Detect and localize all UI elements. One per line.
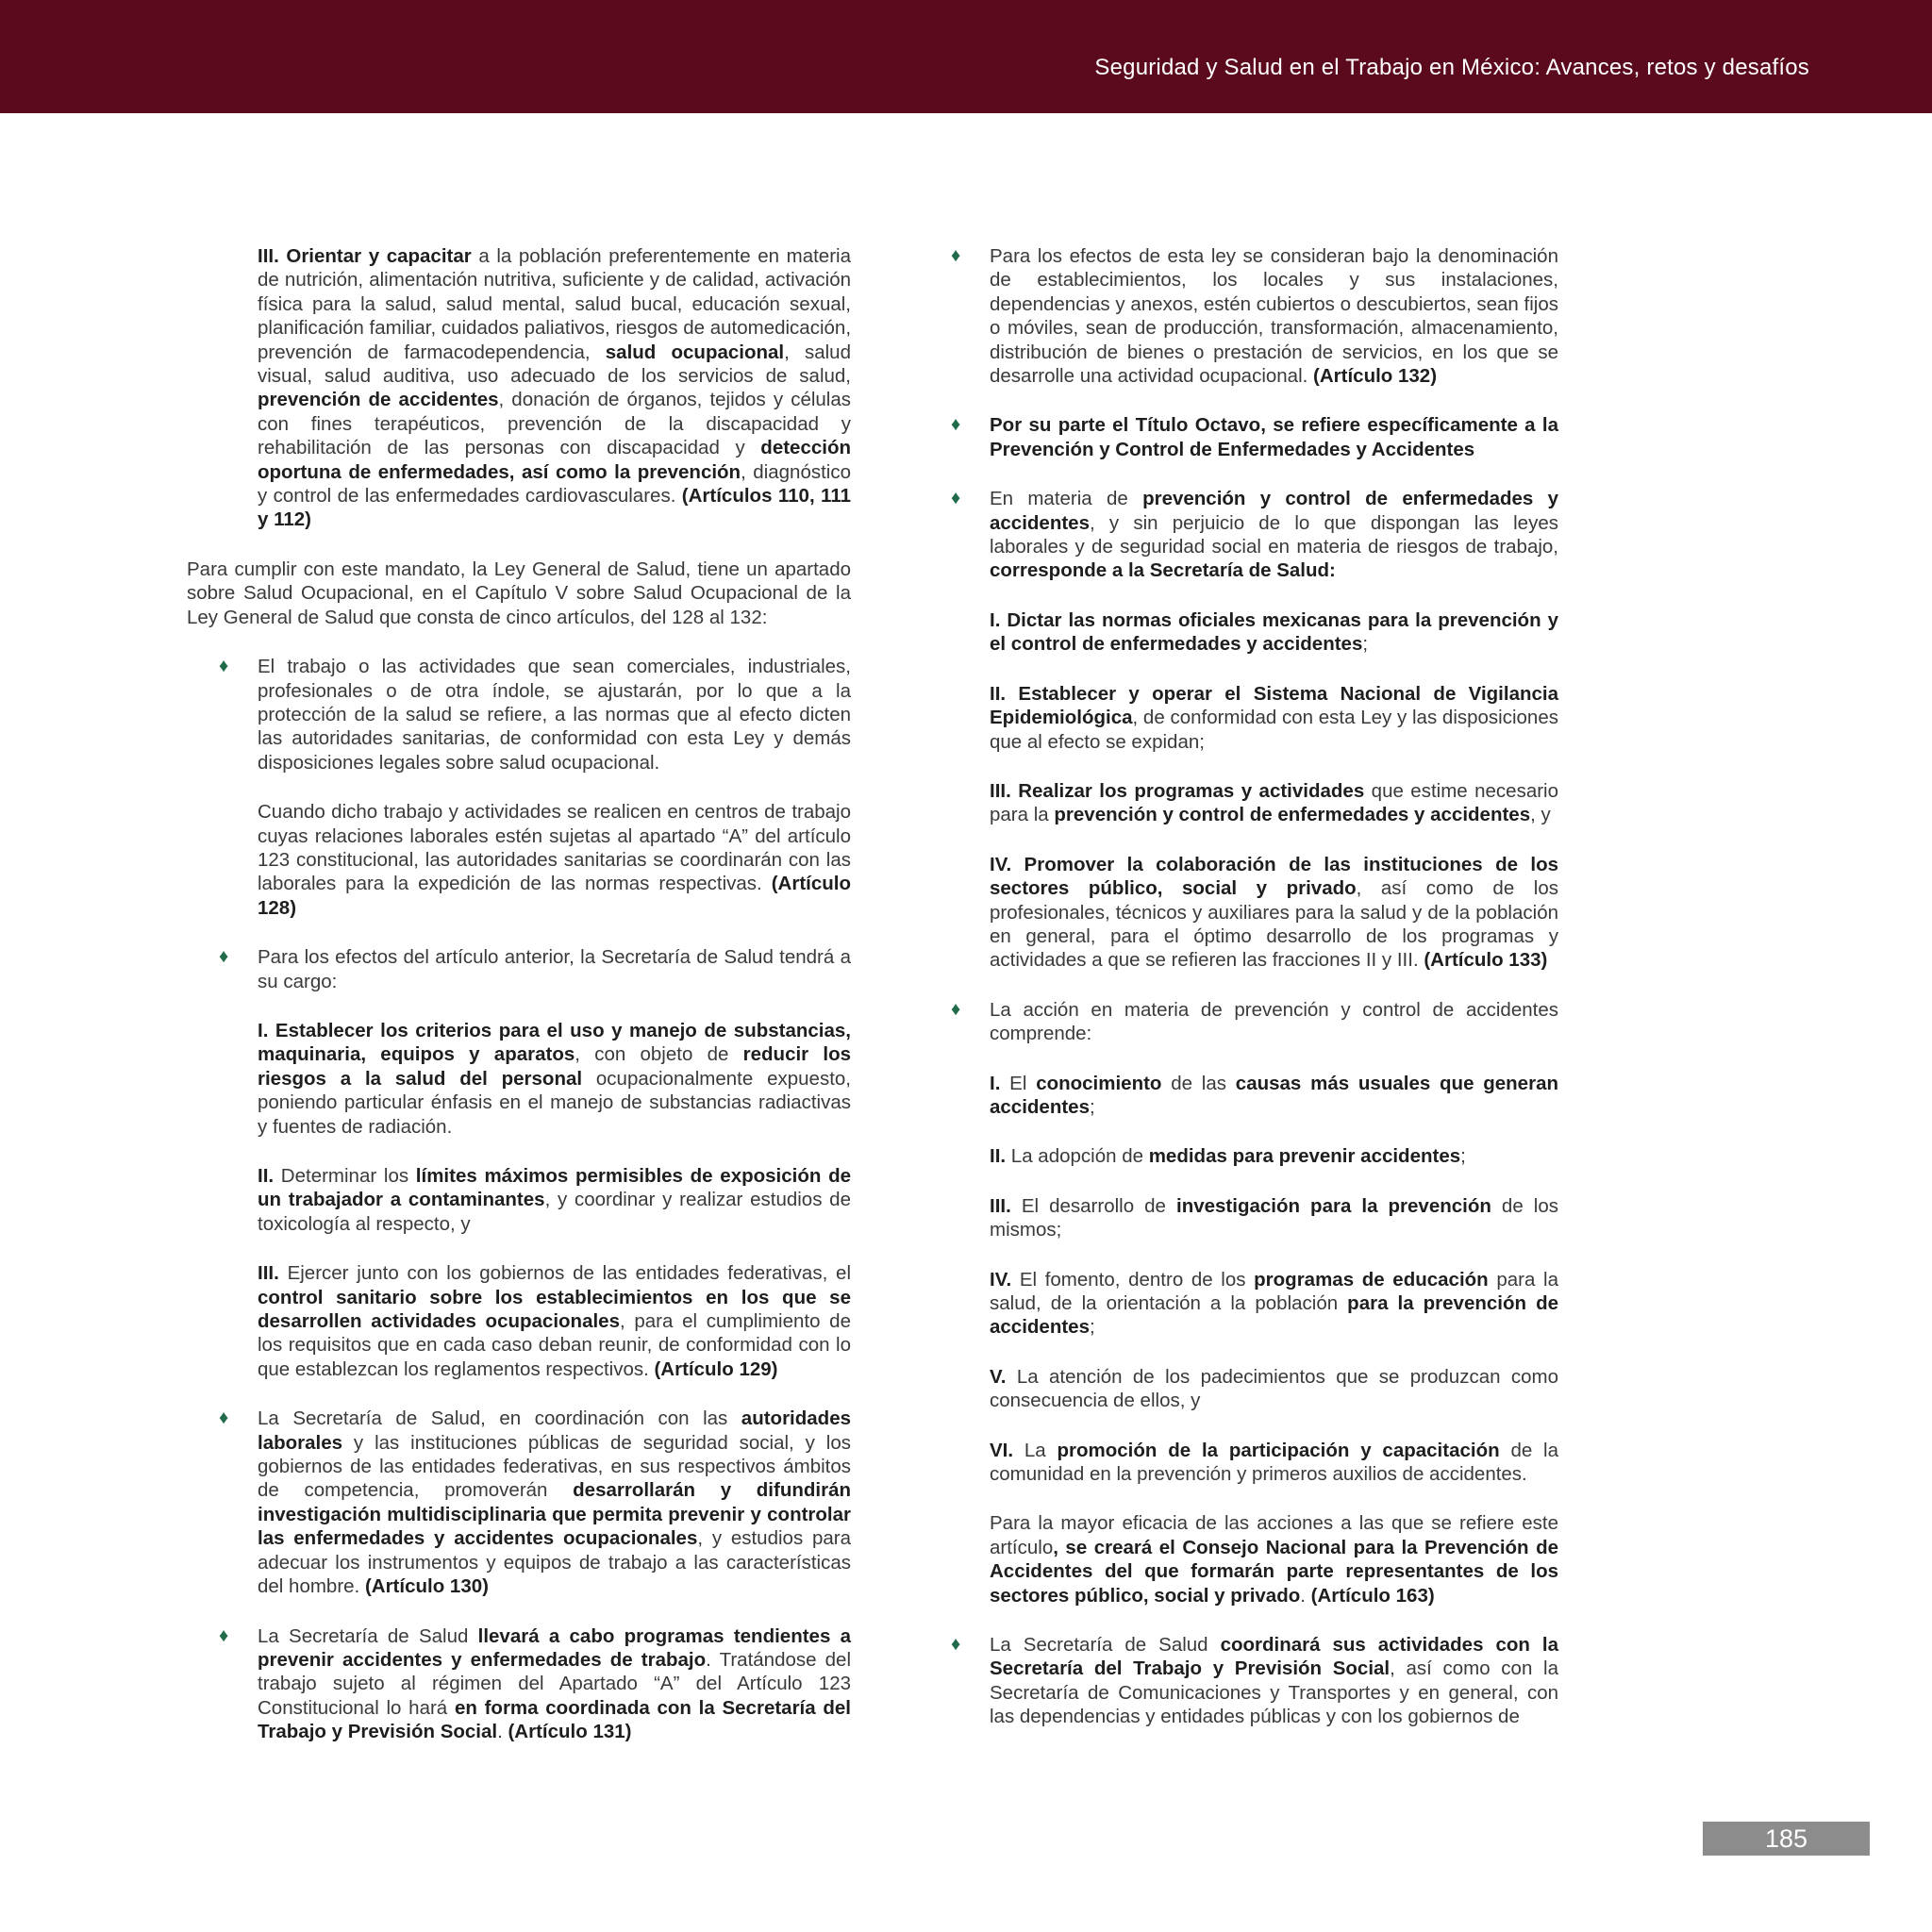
text-run: Ejercer junto con los gobiernos de las entidades federativas, el [278,1262,851,1285]
bold-text-run: medidas para prevenir accidentes [1148,1145,1461,1168]
text-run: , así como de los profesionales, técnicos y auxiliares para la salud y de la población en general, para el óptimo desarrollo de los programas y actividades a que se refieren las fracciones II y III. [990,877,1558,972]
text-run: La Secretaría de Salud, en coordinación con las [258,1407,741,1430]
fraccion-iii [990,1194,1558,1242]
bold-text-run: I. Establecer los criterios para el uso y manejo de substancias, maquinaria, equipos y aparatos [258,1019,851,1066]
text-run: La Secretaría de Salud [258,1624,478,1647]
text-run: , donación de órganos, tejidos y células con fines terapéuticos, prevención de la discapacidad y rehabilitación de las personas con discapacidad y [258,389,851,459]
bold-text-run: Por su parte el Título Octavo, se refiere específicamente a la Prevención y Control de Enfermedades y Accidentes [990,414,1558,460]
bold-text-run: investigación para la prevención [1176,1194,1491,1217]
diamond-bullet-icon: ♦ [951,245,961,266]
text-run: , salud visual, salud auditiva, uso adecuado de los servicios de salud, [258,341,851,388]
fraccion-iv [990,1268,1558,1340]
text-run: . [1300,1584,1311,1607]
bold-text-run: límites máximos permisibles de exposición de un trabajador a contaminantes [258,1165,851,1211]
text-run: La [1013,1439,1058,1461]
text-run: Cuando dicho trabajo y actividades se realicen en centros de trabajo cuyas relaciones laborales estén sujetas al apartado “A” del artículo 123 constitucional, las autoridades sanitarias se coordinarán con las laborales para la expedición de las normas respectivas. [258,801,851,895]
text-run: que estime necesario para la [990,779,1559,826]
text-run: , para el cumplimiento de los requisitos que en cada caso deban reunir, de conformidad con lo que establezcan los reglamentos respectivos. [258,1310,851,1380]
left-column [187,244,851,1770]
paragraph-intro-capitulo-v [187,558,851,629]
bold-text-run: IV. [990,1268,1012,1291]
bold-text-run: (Artículo 129) [654,1357,778,1380]
bullet-item-articulo-128 [187,655,851,920]
text-run: , y coordinar y realizar estudios de toxicología al respecto, y [258,1189,851,1235]
text-run: Para cumplir con este mandato, la Ley General de Salud, tiene un apartado sobre Salud Ocupacional, en el Capítulo V sobre Salud Ocupacional de la Ley General de Salud que consta de cinco artículos, del 128 al 132: [187,558,851,628]
text-run: de las [1161,1072,1236,1094]
bold-text-run: III. [258,1262,279,1285]
paragraph-fraccion-iii [258,244,851,532]
diamond-bullet-icon: ♦ [219,1407,229,1429]
text-run: La atención de los padecimientos que se produzcan como consecuencia de ellos, y [990,1365,1558,1412]
bullet-text [258,800,851,920]
header-title: Seguridad y Salud en el Trabajo en México: Avances, retos y desafíos [1094,55,1809,80]
text-run: . Tratándose del trabajo sujeto al régimen del Apartado “A” del Artículo 123 Constitucional lo hará [258,1648,851,1719]
bold-text-run: autoridades laborales [258,1407,851,1454]
bold-text-run: (Artículo 163) [1310,1584,1435,1607]
text-run: La Secretaría de Salud [990,1634,1221,1657]
text-run: , con objeto de [575,1043,743,1066]
bullet-text [258,655,851,774]
bullet-text [990,487,1558,583]
bold-text-run: I. Dictar las normas oficiales mexicanas para la prevención y el control de enfermedades y accidentes [990,608,1558,656]
bold-text-run: desarrollarán y difundirán investigación multidisciplinaria que permita prevenir y controlar las enfermedades y accidentes ocupacionales [258,1479,851,1550]
fraccion-iii [258,1261,851,1381]
bold-text-run: en forma coordinada con la Secretaría del Trabajo y Previsión Social [258,1696,851,1743]
text-run: de la comunidad en la prevención y primeros auxilios de accidentes. [990,1439,1559,1486]
bullet-text [258,1407,851,1598]
fraccion-vi [990,1439,1558,1487]
text-run: , así como con la Secretaría de Comunicaciones y Transportes y en general, con las dependencias y entidades públicas y con los gobiernos de [990,1657,1558,1728]
bullet-text [990,998,1558,1046]
bold-text-run: (Artículo 131) [508,1721,632,1743]
bold-text-run: corresponde a la Secretaría de Salud: [990,559,1336,582]
text-run: para la salud, de la orientación a la población [990,1268,1558,1314]
text-run: La acción en materia de prevención y control de accidentes comprende: [990,998,1558,1045]
diamond-bullet-icon: ♦ [219,1624,229,1646]
text-run: ocupacionalmente expuesto, poniendo particular énfasis en el manejo de substancias radiactivas y fuentes de radiación. [258,1067,851,1138]
bold-text-run: III. Realizar los programas y actividades [990,779,1365,802]
bold-text-run: llevará a cabo programas tendientes a prevenir accidentes y enfermedades de trabajo [258,1624,852,1671]
page-number: 185 [1703,1822,1870,1856]
bold-text-run: V. [990,1365,1007,1388]
text-run: En materia de [990,488,1143,510]
diamond-bullet-icon: ♦ [219,656,229,677]
text-run: Para los efectos de esta ley se consideran bajo la denominación de establecimientos, los locales y sus instalaciones, dependencias y anexos, estén cubiertos o descubiertos, sean fijos o móviles, sean de producción, transformación, almacenamiento, distribución de bienes o prestación de servicios, en los que se desarrolle una actividad ocupacional. [990,245,1558,388]
bold-text-run: (Artículo 128) [258,873,851,919]
bold-text-run: I. [990,1072,1001,1094]
text-run: . [497,1721,508,1743]
bullet-item-articulo-131 [187,1624,851,1744]
bold-text-run: (Artículo 130) [364,1575,489,1598]
bold-text-run: salud ocupacional [605,341,785,363]
text-run: Para la mayor eficacia de las acciones a las que se refiere este artículo [990,1512,1558,1558]
bold-text-run: , se creará el Consejo Nacional para la Prevención de Accidentes del que formarán parte representantes de los sectores público, social y privado [990,1536,1558,1607]
bold-text-run: II. [990,1145,1007,1168]
bold-text-run: (Artículos 110, 111 y 112) [258,485,851,531]
text-run: Para los efectos del artículo anterior, la Secretaría de Salud tendrá a su cargo: [258,946,851,992]
bullet-item-articulo-129 [187,945,851,1381]
diamond-bullet-icon: ♦ [951,414,961,436]
bold-text-run: reducir los riesgos a la salud del personal [258,1043,852,1090]
text-run: El [1000,1072,1037,1094]
text-run: ; [1089,1316,1095,1339]
bold-text-run: detección oportuna de enfermedades, así como la prevención [258,437,851,483]
bold-text-run: programas de educación [1254,1268,1489,1291]
fraccion-iv [990,853,1558,973]
bold-text-run: conocimiento [1036,1072,1162,1094]
fraccion-i [258,1019,851,1139]
fraccion-iii [990,779,1558,827]
fraccion-ii [990,1144,1558,1168]
diamond-bullet-icon: ♦ [219,946,229,968]
bullet-item-coordinacion [919,1633,1558,1729]
bullet-text [990,244,1558,388]
bold-text-run: control sanitario sobre los establecimientos en los que se desarrollen actividades ocupacionales [258,1286,851,1333]
bold-text-run: prevención y control de enfermedades y accidentes [1054,804,1531,826]
bold-text-run: coordinará sus actividades con la Secretaría del Trabajo y Previsión Social [990,1634,1558,1680]
text-run: de los mismos; [990,1194,1558,1241]
text-run: , y estudios para adecuar los instrumentos y equipos de trabajo a las características del hombre. [258,1527,851,1598]
bold-text-run: causas más usuales que generan accidentes [990,1072,1558,1118]
bold-text-run: prevención y control de enfermedades y accidentes [990,488,1558,534]
bold-text-run: II. Establecer y operar el Sistema Nacional de Vigilancia Epidemiológica [990,682,1558,729]
fraccion-i [990,1072,1558,1120]
bold-text-run: promoción de la participación y capacitación [1057,1439,1500,1461]
text-run: , y sin perjuicio de lo que dispongan las leyes laborales y de seguridad social en materia de riesgos de trabajo, [990,511,1558,558]
bullet-text [990,413,1558,461]
bullet-text [990,1633,1558,1729]
page-header [0,0,1932,113]
text-run: ; [1460,1145,1466,1168]
text-run: El fomento, dentro de los [1011,1268,1255,1291]
diamond-bullet-icon: ♦ [951,488,961,509]
fraccion-ii [990,682,1558,754]
text-run: El desarrollo de [1010,1194,1176,1217]
text-run: , de conformidad con esta Ley y las disposiciones que al efecto se expidan; [990,707,1558,753]
diamond-bullet-icon: ♦ [951,998,961,1020]
text-run: a la población preferentemente en materia de nutrición, alimentación nutritiva, suficiente y de calidad, activación física para la salud, salud mental, salud bucal, educación sexual, planificación familiar, cuidados paliativos, riesgos de automedicación, prevención de farmacodependencia, [258,245,852,363]
bold-text-run: III. Orientar y capacitar [258,245,472,267]
text-run: ; [1362,633,1369,656]
bold-text-run: VI. [990,1439,1014,1461]
bold-text-run: (Artículo 132) [1313,365,1438,388]
text-run: ; [1089,1095,1095,1118]
text-run: Determinar los [274,1165,416,1187]
bold-text-run: para la prevención de accidentes [990,1292,1558,1339]
bullet-item-articulo-132 [919,244,1558,388]
text-run: y las instituciones públicas de seguridad social, y los gobiernos de las entidades federativas, en sus respectivos ámbitos de competencia, promoverán [258,1431,851,1502]
bold-text-run: (Artículo 133) [1424,949,1548,972]
bold-text-run: IV. Promover la colaboración de las instituciones de los sectores público, social y privado [990,853,1558,900]
bullet-item-titulo-octavo [919,413,1558,461]
text-run: El trabajo o las actividades que sean comerciales, industriales, profesionales o de otra índole, se ajustarán, por lo que a la protección de la salud se refiere, a las normas que al efecto dicten las autoridades sanitarias, de conformidad con esta Ley y demás disposiciones legales sobre salud ocupacional. [258,656,851,774]
text-run: La adopción de [1006,1145,1149,1168]
fraccion-ii [258,1164,851,1236]
bullet-item-articulo-163 [919,998,1558,1607]
diamond-bullet-icon: ♦ [951,1634,961,1656]
right-column [919,244,1558,1755]
bullet-item-articulo-130 [187,1407,851,1598]
bullet-item-articulo-133 [919,487,1558,973]
text-run: , diagnóstico y control de las enfermedades cardiovasculares. [258,460,852,508]
fraccion-i [990,608,1558,657]
text-run: , y [1530,804,1551,826]
bullet-text [258,945,851,993]
bullet-text [990,1511,1558,1607]
bullet-text [258,1624,851,1744]
fraccion-v [990,1365,1558,1413]
bold-text-run: II. [258,1165,275,1187]
bold-text-run: III. [990,1194,1011,1217]
bold-text-run: prevención de accidentes [258,389,499,411]
